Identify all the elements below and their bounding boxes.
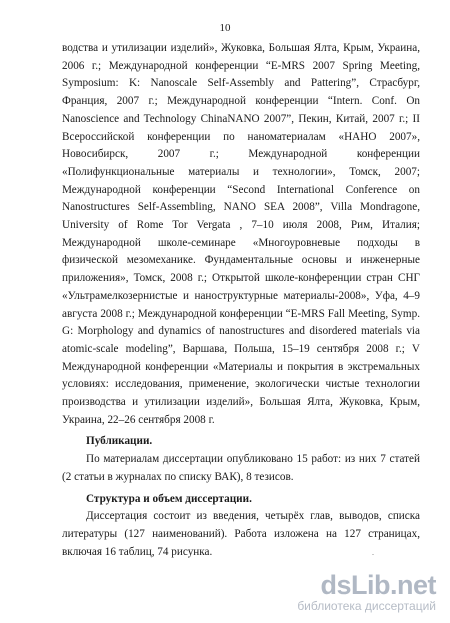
paragraph-conferences: водства и утилизации изделий», Жуковка, Большая Ялта, Крым, Украина, 2006 г.; Международной конференции “E-MRS 2007 Spring Meeting, Symposium: K: Nanoscale Self-Assembly and Pattering”, Страсбург, Франция, 2007 г.; Международной конференции “Intern. Conf. On Nanoscience and Technology ChinaNANO 2007”, Пекин, Китай, 2007 г.; II Всероссийской конференции по наноматериалам «НАНО 2007», Новосибирск, 2007 г.; Международной конференции «Полифункциональные материалы и технологии», Томск, 2007; Международной конференции “Second International Conference on Nanostructures Self-Assembling, NANO SEA 2008”, Villa Mondragone, University of Rome Tor Vergata , 7–10 июля 2008, Рим, Италия; Международной школе-семинаре «Многоуровневые подходы в физической мезомеханике. Фундаментальные основы и инженерные приложения», Томск, 2008 г.; Открытой школе-конференции стран СНГ «Ультрамелкозернистые и наноструктурные материалы-2008», Уфа, 4–9 августа 2008 г.; Международной конференции “E-MRS Fall Meeting, Symp. G: Morphology and dynamics of nanostructures and disordered materials via atomic-scale modeling”, Варшава, Польша, 15–19 сентября 2008 г.; V Международной конференции «Материалы и покрытия в экстремальных условиях: исследования, применение, экологически чистые технологии производства и утилизации изделий», Большая Ялта, Жуковка, Крым, Украина, 22–26 сентября 2008 г. [62,42,420,426]
dslib-watermark[interactable] [297,572,436,613]
paragraph-publications: По материалам диссертации опубликовано 15 работ: из них 7 статей (2 статьи в журналах по списку ВАК), 8 тезисов. [62,453,420,483]
watermark-subtitle: библиотека диссертаций [297,599,436,613]
heading-structure: Структура и объем диссертации. [86,492,252,505]
body-text [62,40,420,561]
stray-mark: . [372,548,374,557]
paragraph-structure: Диссертация состоит из введения, четырёх глав, выводов, списка литературы (127 наименований). Работа изложена на 127 страницах, включая 16 таблиц, 74 рисунка. [62,510,420,558]
heading-publications: Публикации. [86,435,153,448]
watermark-brand: dsLib.net [320,570,436,600]
page-number: 10 [219,22,231,34]
